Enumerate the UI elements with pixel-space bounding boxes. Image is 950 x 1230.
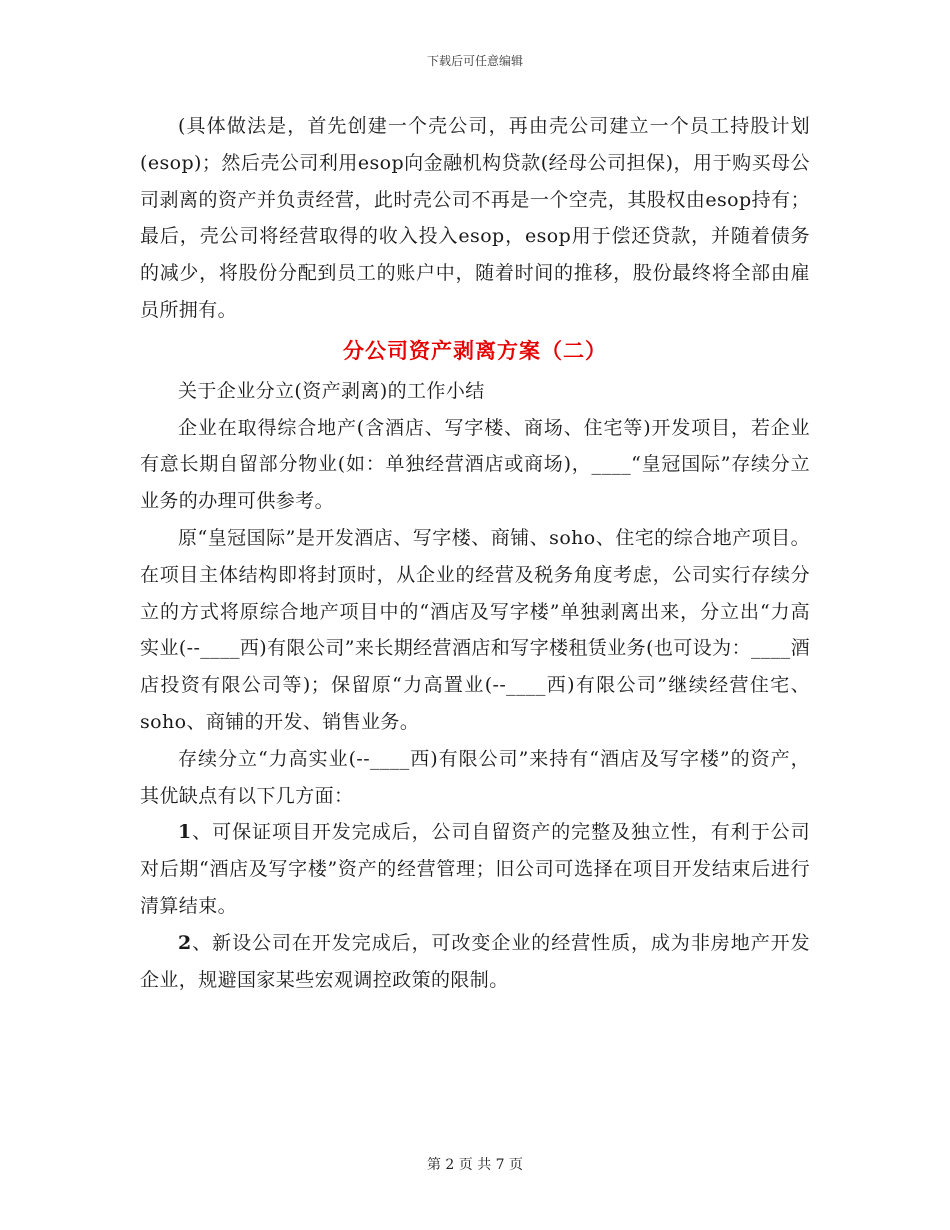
page-number: 第 2 页 共 7 页 [426,1157,524,1173]
list-item-2 [140,925,810,999]
document-body [140,108,810,998]
section-title: 分公司资产剥离方案（二） [343,337,607,363]
header-note: 下载后可任意编辑 [426,54,523,68]
list-item-number: 1 [178,821,192,844]
paragraph-pros-cons-intro: 存续分立“力高实业(--____西)有限公司”来持有“酒店及写字楼”的资产，其优缺点有以下几方面： [140,747,810,807]
list-item-text: 、新设公司在开发完成后，可改变企业的经营性质，成为非房地产开发企业，规避国家某些宏观调控政策的限制。 [140,931,810,991]
list-item-number: 2 [178,931,192,954]
paragraph-project-background: 原“皇冠国际”是开发酒店、写字楼、商铺、soho、住宅的综合地产项目。在项目主体结构即将封顶时，从企业的经营及税务角度考虑，公司实行存续分立的方式将原综合地产项目中的“酒店及写字楼”单独剥离出来，分立出“力高实业(--____西)有限公司”来长期经营酒店和写字楼租赁业务(也可设为：____酒店投资有限公司等)；保留原“力高置业(--____西)有限公司”继续经营住宅、soho、商铺的开发、销售业务。 [140,526,810,733]
paragraph-esop-method: (具体做法是，首先创建一个壳公司，再由壳公司建立一个员工持股计划(esop)；然后壳公司利用esop向金融机构贷款(经母公司担保)，用于购买母公司剥离的资产并负责经营，此时壳公司不再是一个空壳，其股权由esop持有；最后，壳公司将经营取得的收入投入esop，esop用于偿还贷款，并随着债务的减少，将股份分配到员工的账户中，随着时间的推移，股份最终将全部由雇员所拥有。 [140,115,810,321]
list-item-1 [140,814,810,924]
list-item-text: 、可保证项目开发完成后，公司自留资产的完整及独立性，有利于公司对后期“酒店及写字楼”资产的经营管理；旧公司可选择在项目开发结束后进行清算结束。 [140,821,810,917]
paragraph-summary-heading: 关于企业分立(资产剥离)的工作小结 [178,379,485,402]
paragraph-intro: 企业在取得综合地产(含酒店、写字楼、商场、住宅等)开发项目，若企业有意长期自留部分物业(如：单独经营酒店或商场)，____“皇冠国际”存续分立业务的办理可供参考。 [140,416,810,513]
